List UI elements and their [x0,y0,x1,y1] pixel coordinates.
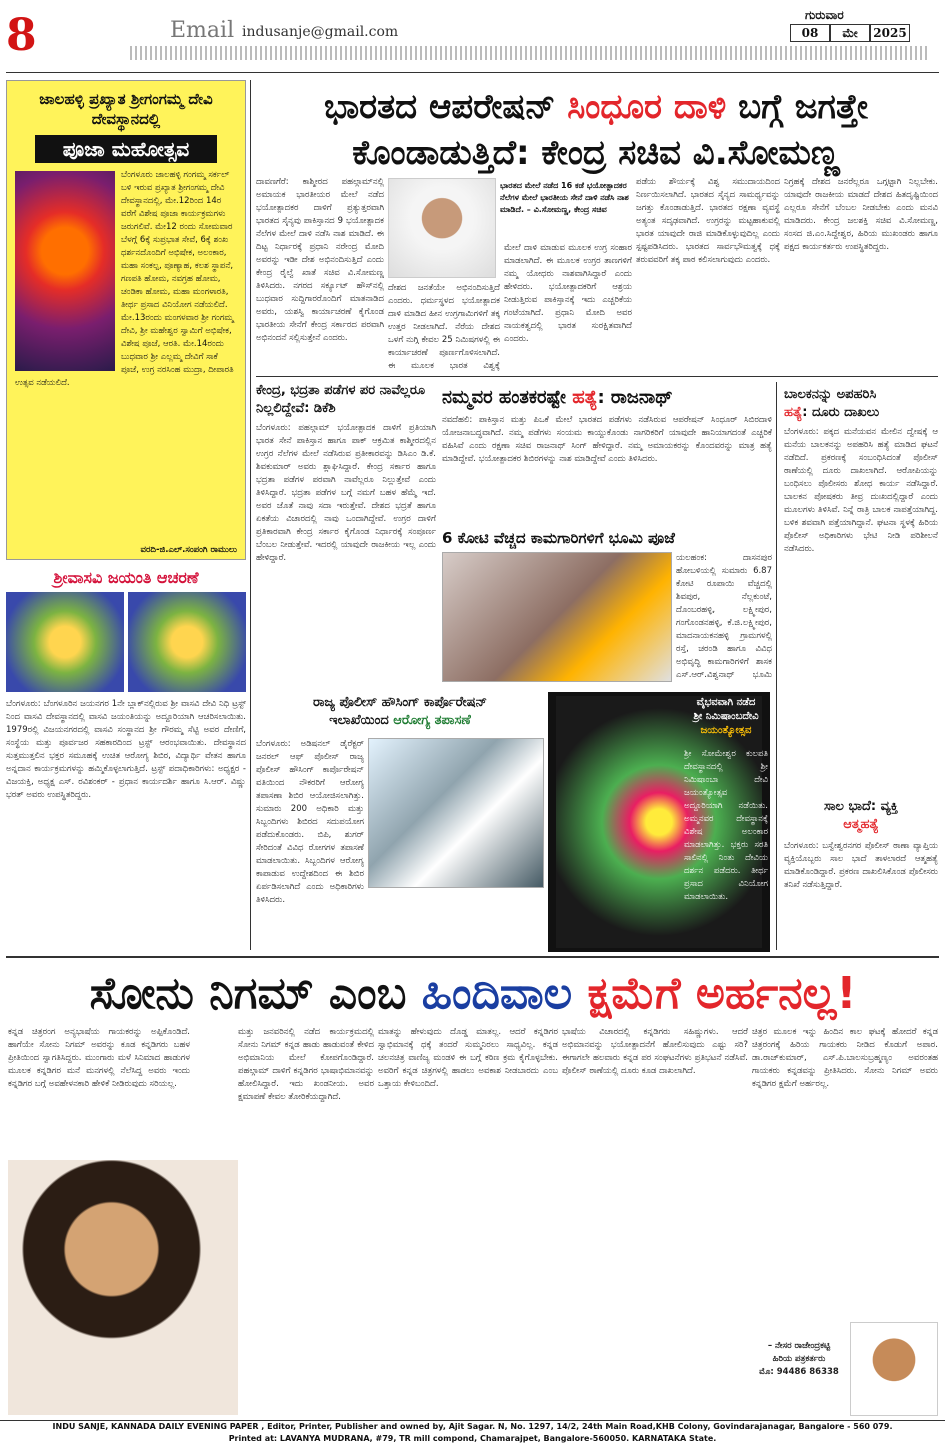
temple-event-box [6,80,246,560]
sonu-col-5: ಚಿತ್ರರ ಮೂಲಕ ಇನ್ನು ಹಿಂದಿನ ಕಾಲ ಘಟಕ್ಕೆ ಹೋದರೆ ಕನ್ನಡ ಚಿತ್ರರಂಗಕ್ಕೆ ಹಿರಿಯ ಗಾಯಕರು ನೀಡಿದ ಕೊಡುಗೆ ಅಪಾರ. ಡಾ.ರಾಜ್‌ಕುಮಾರ್, ಎಸ್.ಪಿ.ಬಾಲಸುಬ್ರಹ್ಮಣ್ಯಂ ಅವರಂತಹ ಗಾಯಕರು ಕನ್ನಡವನ್ನು ಪ್ರೀತಿಸಿದರು. ಸೋನು ನಿಗಮ್ ಅವರು ಕನ್ನಡಿಗರ ಕ್ಷಮೆಗೆ ಅರ್ಹರಲ್ಲ. [752,1027,938,1089]
temple-box-credit: ವರದಿ-ಜಿ.ಎಲ್.ಸಂಪಂಗಿ ರಾಮುಲು [140,545,237,555]
author-photo [850,1322,938,1416]
deity-text: ಶ್ರೀ ಸೋಮೇಶ್ವರ ಕುಲಪತಿ ದೇವಸ್ಥಾನದಲ್ಲಿ ಶ್ರೀ ನಿಮಿಷಾಂಬಾ ದೇವಿ ಜಯಂತ್ಯೋತ್ಸವ ಅದ್ದೂರಿಯಾಗಿ ನಡೆಯಿತು. ಅಮ್ಮನವರ ದೇವಸ್ಥಾನಕ್ಕೆ ವಿಶೇಷ ಅಲಂಕಾರ ಮಾಡಲಾಗಿತ್ತು. ಭಕ್ತರು ಸರತಿ ಸಾಲಿನಲ್ಲಿ ನಿಂತು ದೇವಿಯ ದರ್ಶನ ಪಡೆದರು. ತೀರ್ಥ ಪ್ರಸಾದ ವಿನಿಯೋಗ ಮಾಡಲಾಯಿತು. [684,749,768,902]
loan-headline-line1: ಸಾಲ ಭಾದೆ: ವ್ಯಕ್ತಿ [824,799,898,814]
lead-rule [256,376,938,377]
rajnath-text: ನವದೆಹಲಿ: ಪಾಕಿಸ್ತಾನ ಮತ್ತು ಪಿಒಕೆ ಮೇಲೆ ಭಾರತದ ಪಡೆಗಳು ನಡೆಸಿರುವ ಆಪರೇಷನ್ ಸಿಂಧೂರ್ ಸಿಬಿರದಾಳಿ ಯೋಜನಾಬದ್ಧವಾಗಿದೆ. ನಮ್ಮ ಪಡೆಗಳು ಸಂಯಮ ಕಾಯ್ದುಕೊಂಡು ನಾಗರಿಕರಿಗೆ ಯಾವುದೇ ಹಾನಿಯಾಗದಂತೆ ಎಚ್ಚರಿಕೆ ವಹಿಸಿವೆ ಎಂದು ರಕ್ಷಣಾ ಸಚಿವ ರಾಜನಾಥ್ ಸಿಂಗ್ ಹೇಳಿದ್ದಾರೆ. ನಮ್ಮ ಅಮಾಯಕರನ್ನು ಕೊಂದವರನ್ನು ಮಾತ್ರ ಹತ್ಯೆ ಮಾಡಿದ್ದೇವೆ. ಭಯೋತ್ಪಾದಕರ ಶಿಬಿರಗಳನ್ನು ನಾಶ ಮಾಡಿದ್ದೇವೆ ಎಂದು ತಿಳಿಸಿದರು. [442,415,772,464]
temple-box-heading: ಜಾಲಹಳ್ಳಿ ಪ್ರಖ್ಯಾತ ಶ್ರೀಗಂಗಮ್ಮ ದೇವಿ ದೇವಸ್ಥಾನದಲ್ಲಿ [39,90,213,128]
sonu-col-3: ಮಾತನ್ನು ಹೇಳುವುದು ದೊಡ್ಡ ಮಾತಲ್ಲ. ಆದರೆ ಕನ್ನಡಿಗರ ಸ್ವಾಭಿಮಾನಕ್ಕೆ ಧಕ್ಕೆ ತಂದರೆ ಸುಮ್ಮನಿರಲು ಸಾಧ್ಯವಿಲ್ಲ. ಕನ್ನಡ ಚಲನಚಿತ್ರ ವಾಣಿಜ್ಯ ಮಂಡಳಿ ಈ ಬಗ್ಗೆ ಕಠಿಣ ಕ್ರಮ ಕೈಗೊಳ್ಳಬೇಕು. ಅವರಿಗೆ ಕನ್ನಡ ಚಿತ್ರಗಳಲ್ಲಿ ಹಾಡಲು ಅವಕಾಶ ನೀಡಬಾರದು ಎಂಬ ಒತ್ತಾಯ ಕೇಳಿಬಂದಿದೆ. [378,1027,558,1089]
sonu-headline-part3 [572,968,587,1019]
rajnath-headline-part2: ಹತ್ಯೆ [572,387,598,408]
child-headline-part2: ಹತ್ಯೆ [784,405,803,420]
weekday: ಗುರುವಾರ [805,8,844,22]
minister-caption: ಭಾರತದ ಮೇಲೆ ನಡೆದ 16 ಕಡೆ ಭಯೋತ್ಪಾದಕರ ನೆಲೆಗಳ ಮೇಲೆ ಭಾರತೀಯ ಸೇನೆ ದಾಳಿ ನಡೆಸಿ ನಾಶ ಮಾಡಿದೆ. – ವಿ.ಸೋಮಣ್ಣ, ಕೇಂದ್ರ ಸಚಿವ [500,181,629,214]
lead-col-1: ದಾವಣಗೆರೆ: ಕಾಶ್ಮೀರದ ಪಹಲ್ಗಾಮ್‌ನಲ್ಲಿ ಅಮಾಯಕ ಭಾರತೀಯರ ಮೇಲೆ ನಡೆದ ಭಯೋತ್ಪಾದಕರ ದಾಳಿಗೆ ಪ್ರತ್ಯುತ್ತರವಾಗಿ ಭಾರತದ ಸೈನ್ಯವು ಪಾಕಿಸ್ತಾನದ 9 ಭಯೋತ್ಪಾದಕ ನೆಲೆಗಳ ಮೇಲೆ ದಾಳಿ ನಡೆಸಿ ನಾಶ ಮಾಡಿದೆ. ಈ ದಿಟ್ಟ ನಿರ್ಧಾರಕ್ಕೆ ಪ್ರಧಾನಿ ನರೇಂದ್ರ ಮೋದಿ ಅವರನ್ನು ಇಡೀ ದೇಶ ಅಭಿನಂದಿಸುತ್ತಿದೆ ಎಂದು ಕೇಂದ್ರ ರೈಲ್ವೆ ಖಾತೆ ಸಚಿವ ವಿ.ಸೋಮಣ್ಣ ತಿಳಿಸಿದರು. ನಗರದ ಸರ್ಕ್ಯೂಟ್ ಹೌಸ್‌ನಲ್ಲಿ ಬುಧವಾರ ಸುದ್ದಿಗಾರರೊಂದಿಗೆ ಮಾತನಾಡಿದ ಅವರು, ಯಶಸ್ವಿ ಕಾರ್ಯಾಚರಣೆ ಕೈಗೊಂಡ ಭಾರತೀಯ ಸೇನೆಗೆ ಕೇಂದ್ರ ಸರ್ಕಾರದ ಪರವಾಗಿ ಅಭಿನಂದನೆ ಸಲ್ಲಿಸುತ್ತೇನೆ ಎಂದರು. [256,177,384,343]
author-phone: ಮೊ: 94486 86338 [759,1367,839,1377]
left-column [6,80,246,946]
deity-headline-line1: ವೈಭವವಾಗಿ ನಡೆದ [696,697,756,708]
lead-col-3: ಮೇಲೆ ದಾಳಿ ಮಾಡುವ ಮೂಲಕ ಉಗ್ರ ಸಂಹಾರ ಮಾಡಲಾಗಿದೆ. ಈ ಮೂಲಕ ಉಗ್ರರ ತಾಣಗಳಿಗೆ ನಮ್ಮ ಯೋಧರು ನಾಶವಾಗಿಸಿದ್ದಾರೆ ಎಂದು ಹೇಳಿದರು. ಭಯೋತ್ಪಾದಕರಿಗೆ ಆಶ್ರಯ ನೀಡುತ್ತಿರುವ ಪಾಕಿಸ್ತಾನಕ್ಕೆ ಇದು ಎಚ್ಚರಿಕೆಯ ಗಂಟೆಯಾಗಿದೆ. ಪ್ರಧಾನಿ ಮೋದಿ ಅವರ ನಾಯಕತ್ವದಲ್ಲಿ ಭಾರತ ಸುರಕ್ಷಿತವಾಗಿದೆ ಎಂದರು. [504,243,632,344]
police-headline [256,694,544,730]
sonu-headline-part4: ಕ್ಷಮೆಗೆ ಅರ್ಹನಲ್ಲ! [587,968,857,1019]
sonu-headline-part1: ಸೋನು ನಿಗಮ್ ಎಂಬ [89,968,422,1019]
page-number: 8 [6,10,37,61]
lead-headline [256,84,936,176]
vasavi-photo-right [128,592,246,692]
bhoomi-headline: 6 ಕೋಟಿ ವೆಚ್ಚದ ಕಾಮಗಾರಿಗಳಿಗೆ ಭೂಮಿ ಪೂಜೆ [442,529,675,547]
temple-box-text: ಬೆಂಗಳೂರು ಜಾಲಹಳ್ಳಿ ಗಂಗಮ್ಮ ಸರ್ಕಲ್ ಬಳಿ ಇರುವ ಪ್ರಖ್ಯಾತ ಶ್ರೀಗಂಗಮ್ಮ ದೇವಿ ದೇವಸ್ಥಾನದಲ್ಲಿ, ಮೇ.12ರಿಂದ 14ರ ವರೆಗೆ ವಿಶೇಷ ಪೂಜಾ ಕಾರ್ಯಕ್ರಮಗಳು ಜರುಗಲಿವೆ. ಮೇ12 ರಂದು ಸೋಮವಾರ ಬೆಳಗ್ಗೆ 6ಕ್ಕೆ ಸುಪ್ರಭಾತ ಸೇವೆ, 6ಕ್ಕೆ ಶಂಖ ಧರ್ಶನದೊಂದಿಗೆ ಅಭಿಷೇಕ, ಅಲಂಕಾರ, ಮಹಾ ಸಂಕಲ್ಪ, ಪೂಣ್ಯಾಹ, ಕಲಶ ಸ್ಥಾಪನೆ, ಗಣಪತಿ ಹೋಮ, ನವಗ್ರಹ ಹೋಮ, ಚಂಡಿಕಾ ಹೋಮ, ಮಹಾ ಮಂಗಳಾರತಿ, ತೀರ್ಥ ಪ್ರಸಾದ ವಿನಿಯೋಗ ನಡೆಯಲಿದೆ. ಮೇ.13ರಂದು ಮಂಗಳವಾರ ಶ್ರೀ ಗಂಗಮ್ಮ ದೇವಿ, ಶ್ರೀ ಮಹೇಶ್ವರ ಸ್ವಾಮಿಗೆ ಅಭಿಷೇಕ, ವಿಶೇಷ ಪೂಜೆ, ಆರತಿ. ಮೇ.14ರಂದು ಬುಧವಾರ ಶ್ರೀ ಎಲ್ಲಮ್ಮ ದೇವಿಗೆ ಸಾಕೆ ಪೂಜೆ, ಉಗ್ರ ನರಸಿಂಹ ಮುದ್ರಾ, ದೀಪಾರತಿ ಉತ್ಸವ ನಡೆಯಲಿದೆ. [15,170,234,388]
child-headline-line2 [784,404,938,422]
author-role: ಹಿರಿಯ ಪತ್ರಕರ್ತರು [772,1354,826,1364]
imprint-footer [0,1420,945,1446]
loan-headline-line2: ಆತ್ಮಹತ್ಯೆ [843,817,879,832]
vasavi-heading: ಶ್ರೀವಾಸವಿ ಜಯಂತಿ ಆಚರಣೆ [53,568,199,587]
child-headline [784,386,938,422]
police-text: ಬೆಂಗಳೂರು: ಅಡಿಷನಲ್ ಡೈರೆಕ್ಟರ್ ಜನರಲ್ ಆಫ್ ಪೊಲೀಸ್ ರಾಜ್ಯ ಪೊಲೀಸ್ ಹೌಸಿಂಗ್ ಕಾರ್ಪೊರೇಷನ್ ವತಿಯಿಂದ ನೌಕರರಿಗೆ ಆರೋಗ್ಯ ತಪಾಸಣಾ ಶಿಬಿರ ಆಯೋಜಿಸಲಾಗಿತ್ತು. ಸುಮಾರು 200 ಅಧಿಕಾರಿ ಮತ್ತು ಸಿಬ್ಬಂದಿಗಳು ಶಿಬಿರದ ಸದುಪಯೋಗ ಪಡೆದುಕೊಂಡರು. ಬಿಪಿ, ಶುಗರ್ ಸೇರಿದಂತೆ ವಿವಿಧ ರೋಗಗಳ ತಪಾಸಣೆ ಮಾಡಲಾಯಿತು. ಸಿಬ್ಬಂದಿಗಳ ಆರೋಗ್ಯ ಕಾಪಾಡುವ ಉದ್ದೇಶದಿಂದ ಈ ಶಿಬಿರ ಏರ್ಪಡಿಸಲಾಗಿದೆ ಎಂದು ಅಧಿಕಾರಿಗಳು ತಿಳಿಸಿದರು. [256,739,364,905]
imprint-line-1: INDU SANJE, KANNADA DAILY EVENING PAPER , Editor, Printer, Publisher and owned by, Ajit Sagar. N, No. 1297, 14/2, 24th Main Road,KHB Colony, Govindarajanagar, Bangalore - 560 079. [52,1422,893,1431]
goddess-photo [15,171,115,371]
email-label: Email [170,18,235,43]
vasavi-text: ಬೆಂಗಳೂರು: ಬೆಂಗಳೂರಿನ ಜಯನಗರ 1ನೇ ಬ್ಲಾಕ್‌ನಲ್ಲಿರುವ ಶ್ರೀ ವಾಸವಿ ದೇವಿ ನಿಧಿ ಟ್ರಸ್ಟ್ ನಿಂದ ವಾಸವಿ ದೇವಸ್ಥಾನದಲ್ಲಿ ವಾಸವಿ ಜಯಂತಿಯನ್ನು ಅದ್ದೂರಿಯಾಗಿ ಆಚರಿಸಲಾಯಿತು. 1979ರಲ್ಲಿ ವಿಜಯನಗರದಲ್ಲಿ ವಾಸವಿ ಸಂಸ್ಥಾನದ ಶ್ರೀ ಗೌರಮ್ಮ ಸೆಟ್ಟಿ ಅವರ ದೇಣಿಗೆ, ಸಂಸ್ಥೆಯ ಮತ್ತು ಪೂರ್ವಜರ ಸಹಕಾರದಿಂದ ಟ್ರಸ್ಟ್ ಆರಂಭವಾಯಿತು. ದೇವಸ್ಥಾನದ ಸುತ್ತಮುತ್ತಲಿನ ಭಕ್ತರ ಸಮೂಹಕ್ಕೆ ಉಚಿತ ಆರೋಗ್ಯ ಶಿಬಿರ, ವಿದ್ಯಾರ್ಥಿ ವೇತನ ಹಾಗೂ ಅನ್ನದಾನ ಕಾರ್ಯಕ್ರಮಗಳನ್ನು ಹಮ್ಮಿಕೊಳ್ಳಲಾಗುತ್ತಿದೆ. ಟ್ರಸ್ಟ್ ಪದಾಧಿಕಾರಿಗಳು: ಅಧ್ಯಕ್ಷರ - ವಿಜಯಕ್ತಿ, ಅಧ್ಯಕ್ಷ ಎಸ್. ರವಿಶಂಕರ್ - ಪ್ರಧಾನ ಕಾರ್ಯದರ್ಶಿ ಹಾಗೂ ಸಿ.ಆರ್. ವಿಷ್ಣು ಭರತ್ ಅವರು ಉಪಸ್ಥಿತರಿದ್ದರು. [6,699,246,800]
rajnath-headline-part1: ನಮ್ಮವರ ಹಂತಕರಷ್ಟೇ [442,387,573,408]
deity-headline-line2: ಶ್ರೀ ನಿಮಿಷಾಂಬದೇವಿ [693,711,759,722]
dks-text: ಬೆಂಗಳೂರು: ಪಹಲ್ಗಾಮ್ ಭಯೋತ್ಪಾದಕ ದಾಳಿಗೆ ಪ್ರತಿಯಾಗಿ ಭಾರತ ಸೇನೆ ಪಾಕಿಸ್ತಾನ ಹಾಗೂ ಪಾಕ್ ಆಕ್ರಮಿತ ಕಾಶ್ಮೀರದಲ್ಲಿನ ಉಗ್ರರ ನೆಲೆಗಳ ಮೇಲೆ ನಡೆಸಿರುವ ಪ್ರತೀಕಾರವನ್ನು ಡಿಸಿಎಂ ಡಿ.ಕೆ. ಶಿವಕುಮಾರ್ ಅವರು ಶ್ಲಾಘಿಸಿದ್ದಾರೆ. ಕೇಂದ್ರ ಸರ್ಕಾರ ಹಾಗೂ ಭದ್ರತಾ ಪಡೆಗಳ ಪರವಾಗಿ ನಾವೆಲ್ಲರೂ ನಿಲ್ಲುತ್ತೇವೆ ಎಂದು ತಿಳಿಸಿದ್ದಾರೆ. ಭದ್ರತಾ ಪಡೆಗಳ ಬಗ್ಗೆ ನಮಗೆ ಬಹಳ ಹೆಮ್ಮೆ ಇದೆ. ಅವರ ಜೊತೆ ನಾವು ಸದಾ ಇರುತ್ತೇವೆ. ದೇಶದ ಭದ್ರತೆ ಹಾಗೂ ಏಕತೆಯ ವಿಚಾರದಲ್ಲಿ ನಾವು ಒಂದಾಗಿದ್ದೇವೆ. ಉಗ್ರರ ದಾಳಿಗೆ ಪ್ರತಿಕಾರವಾಗಿ ಕೇಂದ್ರ ಸರ್ಕಾರ ಕೈಗೊಂಡ ನಿರ್ಧಾರಕ್ಕೆ ಸಂಪೂರ್ಣ ಬೆಂಬಲ ನೀಡುತ್ತೇವೆ. ಇದರಲ್ಲಿ ಯಾವುದೇ ರಾಜಕೀಯ ಇಲ್ಲ ಎಂದು ಹೇಳಿದ್ದಾರೆ. [256,423,436,563]
sonu-col-4: ಭಾಷೆಯ ವಿಚಾರದಲ್ಲಿ ಕನ್ನಡಿಗರು ಸಹಿಷ್ಣುಗಳು. ಆದರೆ ಅಭಿಮಾನವನ್ನು ಭಯೋತ್ಪಾದನೆಗೆ ಹೋಲಿಸುವುದು ಎಷ್ಟು ಸರಿ? ಈಗಾಗಲೇ ಹಲವಾರು ಕನ್ನಡ ಪರ ಸಂಘಟನೆಗಳು ಪ್ರತಿಭಟನೆ ನಡೆಸಿವೆ. ಪೊಲೀಸ್ ಠಾಣೆಯಲ್ಲಿ ದೂರು ಕೂಡ ದಾಖಲಾಗಿದೆ. [562,1027,748,1076]
bhoomi-pooja-photo [442,552,672,682]
right-divider [776,382,777,950]
police-headline-part2: ಇಲಾಖೆಯಿಂದ [329,713,394,728]
health-camp-photo [368,738,544,888]
dks-headline: ಕೇಂದ್ರ, ಭದ್ರತಾ ಪಡೆಗಳ ಪರ ನಾವೆಲ್ಲರೂ ನಿಲ್ಲಲಿದ್ದೇವೆ: ಡಿಕೆಶಿ [256,383,426,416]
author-name: – ನೇಸರ ರಾಜೇಂದ್ರಕಟ್ಟಿ [767,1341,831,1351]
police-headline-line2 [256,712,544,730]
deity-headline [684,696,768,738]
author-byline [752,1340,846,1416]
vasavi-photo-left [6,592,124,692]
loan-headline [784,798,938,834]
child-text: ಬೆಂಗಳೂರು: ಪಕ್ಕದ ಮನೆಯವನ ಮೇಲಿನ ದ್ವೇಷಕ್ಕೆ ಆ ಮನೆಯ ಬಾಲಕನನ್ನು ಅಪಹರಿಸಿ ಹತ್ಯೆ ಮಾಡಿದ ಘಟನೆ ನಡೆದಿದೆ. ಪ್ರಕರಣಕ್ಕೆ ಸಂಬಂಧಿಸಿದಂತೆ ಪೊಲೀಸ್ ಠಾಣೆಯಲ್ಲಿ ದೂರು ದಾಖಲಾಗಿದೆ. ಆರೋಪಿಯನ್ನು ಬಂಧಿಸಲು ಪೊಲೀಸರು ಶೋಧ ಕಾರ್ಯ ನಡೆಸಿದ್ದಾರೆ. ಬಾಲಕನ ಪೋಷಕರು ತೀವ್ರ ದುಃಖದಲ್ಲಿದ್ದಾರೆ ಎಂದು ಮೂಲಗಳು ತಿಳಿಸಿವೆ. ನಿನ್ನೆ ರಾತ್ರಿ ಬಾಲಕ ನಾಪತ್ತೆಯಾಗಿದ್ದ. ಬಳಿಕ ಶವವಾಗಿ ಪತ್ತೆಯಾಗಿದ್ದಾನೆ. ಘಟನಾ ಸ್ಥಳಕ್ಕೆ ಹಿರಿಯ ಪೊಲೀಸ್ ಅಧಿಕಾರಿಗಳು ಭೇಟಿ ನೀಡಿ ಪರಿಶೀಲನೆ ನಡೆಸಿದರು. [784,427,938,554]
sonu-nigam-photo [8,1160,238,1415]
sonu-col-2: ಮತ್ತು ಜನವರಿನಲ್ಲಿ ನಡೆದ ಕಾರ್ಯಕ್ರಮದಲ್ಲಿ ಸೋನು ನಿಗಮ್ ಕನ್ನಡ ಹಾಡು ಹಾಡುವಂತೆ ಕೇಳಿದ ಅಭಿಮಾನಿಯ ಮೇಲೆ ಕೋಪಗೊಂಡಿದ್ದಾರೆ. ಪಹಲ್ಗಾಮ್ ದಾಳಿಗೆ ಕನ್ನಡಿಗರ ಭಾಷಾಭಿಮಾನವನ್ನು ಹೋಲಿಸಿದ್ದಾರೆ. ಇದು ಖಂಡನೀಯ. ಅವರ ಕ್ಷಮಾಪಣೆ ಕೇವಲ ತೋರಿಕೆಯದ್ದಾಗಿದೆ. [238,1027,374,1102]
masthead-rule [6,72,939,73]
sonu-headline-part2: ಹಿಂದಿವಾಲ [421,968,573,1019]
imprint-line-2: Printed at: LAVANYA MUDRANA, #79, TR mill compond, Chamarajpet, Bangalore-560050. KARNATAKA State. [228,1434,717,1443]
child-headline-part3: : ದೂರು ದಾಖಲು [802,405,880,420]
masthead-hatch [130,46,930,60]
lead-col-2: ದೇಶದ ಜನತೆಯೇ ಅಭಿನಂದಿಸುತ್ತಿದೆ ಎಂದರು. ಧರ್ಮಸ್ಥಳದ ಭಯೋತ್ಪಾದಕ ದಾಳಿ ಮಾಡಿದ ಹೀನ ಉಗ್ರಗಾಮಿಗಳಿಗೆ ತಕ್ಕ ಉತ್ತರ ನೀಡಲಾಗಿದೆ. ನೆರೆಯ ದೇಶದ ಒಳಗೆ ನುಗ್ಗಿ ಕೇವಲ 25 ನಿಮಿಷಗಳಲ್ಲಿ ಈ ಕಾರ್ಯಾಚರಣೆ ಪೂರ್ಣಗೊಳಿಸಲಾಗಿದೆ. ಈ ಮೂಲಕ ಭಾರತ ವಿಶ್ವಕ್ಕೆ [388,283,500,371]
police-headline-part3: ಆರೋಗ್ಯ ತಪಾಸಣೆ [393,713,471,728]
temple-box-title: ಪೂಜಾ ಮಹೋತ್ಸವ [35,135,217,163]
deity-headline-line3: ಜಯಂತ್ಯೋತ್ಸವ [700,725,752,736]
minister-photo [388,178,496,278]
lead-col-4: ಪಡೆಯ ಶೌರ್ಯಕ್ಕೆ ವಿಶ್ವ ಸಮುದಾಯದಿಂದ ನಿರ್ಣಯಿಸಲಾಗಿದೆ. ಭಾರತದ ಸೈನ್ಯದ ಸಾಮರ್ಥ್ಯವನ್ನು ಜಗತ್ತು ಕೊಂಡಾಡುತ್ತಿದೆ. ಭಾರತದ ರಕ್ಷಣಾ ವ್ಯವಸ್ಥೆ ಅತ್ಯಂತ ಸದೃಢವಾಗಿದೆ. ಉಗ್ರರನ್ನು ಮಟ್ಟಹಾಕುವಲ್ಲಿ ಭಾರತ ಯಾವುದೇ ರಾಜಿ ಮಾಡಿಕೊಳ್ಳುವುದಿಲ್ಲ ಎಂದು ಸ್ಪಷ್ಟಪಡಿಸಿದರು. ಭಾರತದ ಸಾರ್ವಭೌಮತ್ವಕ್ಕೆ ಧಕ್ಕೆ ತರುವವರಿಗೆ ತಕ್ಕ ಪಾಠ ಕಲಿಸಲಾಗುವುದು ಎಂದರು. [636,177,780,265]
lead-headline-part1: ಭಾರತದ ಆಪರೇಷನ್ [323,87,568,127]
date-day: 08 [790,24,830,42]
child-headline-line1: ಬಾಲಕನನ್ನು ಅಪಹರಿಸಿ [784,387,877,402]
police-headline-line1: ರಾಜ್ಯ ಪೊಲೀಸ್ ಹೌಸಿಂಗ್ ಕಾರ್ಪೊರೇಷನ್ [312,695,488,710]
masthead [0,0,945,72]
date-month: ಮೇ [830,24,870,42]
rajnath-headline [442,386,772,410]
email-address: indusanje@gmail.com [242,24,399,40]
sonu-col-1: ಕನ್ನಡ ಚಿತ್ರರಂಗ ಅನ್ಯಭಾಷೆಯ ಗಾಯಕರನ್ನು ಅಪ್ಪಿಕೊಂಡಿದೆ. ಹಾಗೆಯೇ ಸೋನು ನಿಗಮ್ ಅವರನ್ನು ಕೂಡ ಕನ್ನಡಿಗರು ಬಹಳ ಪ್ರೀತಿಯಿಂದ ಸ್ವಾಗತಿಸಿದ್ದರು. ಮುಂಗಾರು ಮಳೆ ಸಿನಿಮಾದ ಹಾಡುಗಳ ಮೂಲಕ ಕನ್ನಡಿಗರ ಮನೆ ಮನಗಳಲ್ಲಿ ನೆಲೆಸಿದ್ದ ಅವರು ಇಂದು ಕನ್ನಡಿಗರ ಬಗ್ಗೆ ಅವಹೇಳನಕಾರಿ ಹೇಳಿಕೆ ನೀಡಿರುವುದು ಸರಿಯಲ್ಲ. [8,1027,190,1089]
section-rule [6,956,939,958]
loan-text: ಬೆಂಗಳೂರು: ಬಸ್ವೇಶ್ವರನಗರ ಪೊಲೀಸ್ ಠಾಣಾ ವ್ಯಾಪ್ತಿಯ ವ್ಯಕ್ತಿಯೊಬ್ಬರು ಸಾಲ ಭಾದೆ ತಾಳಲಾರದೆ ಆತ್ಮಹತ್ಯೆ ಮಾಡಿಕೊಂಡಿದ್ದಾರೆ. ಪ್ರಕರಣ ದಾಖಲಿಸಿಕೊಂಡ ಪೊಲೀಸರು ತನಿಖೆ ನಡೆಸುತ್ತಿದ್ದಾರೆ. [784,841,938,890]
date-year: 2025 [870,24,910,42]
vasavi-photos [6,592,246,692]
date-box [790,24,910,42]
bhoomi-text: ಯಲಹಂಕ: ದಾಸನಪುರ ಹೋಬಳಿಯಲ್ಲಿ ಸುಮಾರು 6.87 ಕೋಟಿ ರೂಪಾಯಿ ವೆಚ್ಚದಲ್ಲಿ ಶಿವಪುರ, ನೆಲ್ಲಕುಂಟೆ, ದೊಂಬರಹಳ್ಳಿ, ಲಕ್ಷ್ಮೀಪುರ, ಗಂಗೊಂಡನಹಳ್ಳಿ, ಕೆ.ಜಿ.ಲಕ್ಷ್ಮೀಪುರ, ಮಾದನಾಯಕನಹಳ್ಳಿ ಗ್ರಾಮಗಳಲ್ಲಿ ರಸ್ತೆ, ಚರಂಡಿ ಹಾಗೂ ವಿವಿಧ ಅಭಿವೃದ್ಧಿ ಕಾಮಗಾರಿಗಳಿಗೆ ಶಾಸಕ ಎಸ್.ಆರ್.ವಿಶ್ವನಾಥ್ ಭೂಮಿ [676,553,772,680]
column-divider [250,80,251,950]
sonu-headline [8,966,938,1022]
lead-headline-part2: ಸಿಂಧೂರ ದಾಳಿ [567,87,727,127]
lead-col-5: ನಿಗ್ರಹಕ್ಕೆ ದೇಶದ ಜನರೆಲ್ಲರೂ ಒಗ್ಗಟ್ಟಾಗಿ ನಿಲ್ಲಬೇಕು. ಯಾವುದೇ ರಾಜಕೀಯ ಮಾಡದೆ ದೇಶದ ಹಿತದೃಷ್ಟಿಯಿಂದ ಎಲ್ಲರೂ ಸೇನೆಗೆ ಬೆಂಬಲ ನೀಡಬೇಕು ಎಂದು ಮನವಿ ಮಾಡಿದರು. ಕೇಂದ್ರ ಜಲಶಕ್ತಿ ಸಚಿವ ವಿ.ಸೋಮಣ್ಣ, ಸಂಸದ ಜಿ.ಎಂ.ಸಿದ್ದೇಶ್ವರ, ಹಿರಿಯ ಮುಖಂಡರು ಹಾಗೂ ಪಕ್ಷದ ಕಾರ್ಯಕರ್ತರು ಉಪಸ್ಥಿತರಿದ್ದರು. [784,177,938,252]
rajnath-headline-part3: : ರಾಜನಾಥ್ [597,387,673,408]
lead-headline-part3: ಬಗ್ಗೆ ಜಗತ್ತೇ ಕೊಂಡಾಡುತ್ತಿದೆ: ಕೇಂದ್ರ ಸಚಿವ ವಿ.ಸೋಮಣ್ಣ [352,87,869,173]
